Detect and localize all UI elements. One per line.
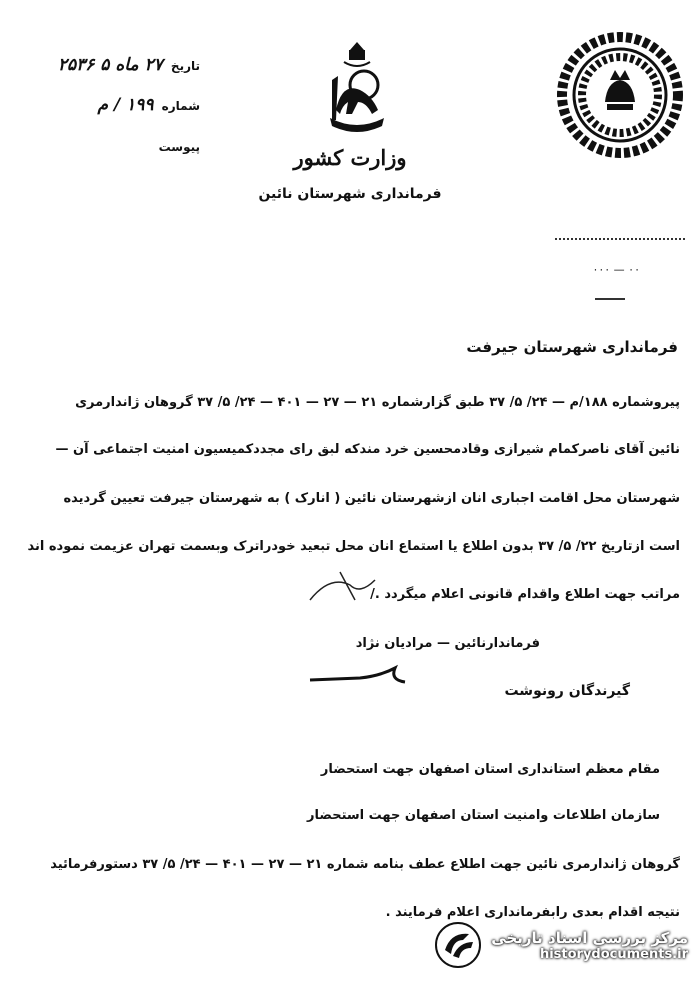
number-value: ۱۹۹ / م — [97, 95, 154, 115]
cc-line-1: مقام معظم استانداری استان اصفهان جهت استحضار — [320, 762, 660, 777]
watermark-title: مرکز بررسی اسناد تاریخی — [491, 928, 688, 947]
ministry-title: وزارت کشور — [293, 145, 407, 170]
office-title: فرمانداری شهرستان نائین — [258, 186, 442, 202]
date-label: تاریخ — [170, 59, 200, 73]
margin-scribble — [300, 570, 390, 610]
number-field — [75, 95, 200, 115]
watermark — [433, 920, 688, 970]
date-field — [40, 55, 200, 75]
cc-line-2: سازمان اطلاعات وامنیت استان اصفهان جهت استحضار — [307, 808, 660, 823]
signatory-line: فرماندارنائین — مرادیان نژاد — [355, 636, 540, 651]
body-line-3: شهرستان محل اقامت اجباری انان ازشهرستان نائین ( انارک ) به شهرستان جیرفت تعیین گردیده — [63, 491, 680, 506]
number-label: شماره — [161, 99, 200, 113]
cc-heading: گیرندگان رونوشت — [504, 683, 630, 699]
attachment-field — [140, 140, 200, 154]
watermark-url: historydocuments.ir — [539, 946, 688, 962]
subject-underline — [595, 298, 625, 300]
official-seal-icon — [555, 30, 685, 160]
lion-and-sun-emblem-icon — [322, 40, 392, 140]
watermark-logo-icon — [433, 920, 483, 970]
body-line-1: پیروشماره ۱۸۸/م — ۲۴/ ۵/ ۳۷ طبق گزارشماره ۲۱ — ۲۷ — ۴۰۱ — ۲۴/ ۵/ ۳۷ گروهان ژاندارمری — [75, 395, 680, 410]
body-line-4: است ازتاریخ ۲۲/ ۵/ ۳۷ بدون اطلاع یا استماع انان محل تبعید خودراترک وبسمت تهران عزیمت نموده اند — [27, 539, 680, 554]
cc-line-3: گروهان ژاندارمری نائین جهت اطلاع عطف بنامه شماره ۲۱ — ۲۷ — ۴۰۱ — ۲۴/ ۵/ ۳۷ دستورفرمائید — [50, 857, 680, 872]
dotted-divider — [555, 238, 685, 240]
body-line-5: مراتب جهت اطلاع واقدام قانونی اعلام میگردد ./ — [370, 587, 680, 602]
date-value: ۲۷ ماه ۵ ۲۵۳۶ — [57, 55, 163, 75]
recipient-line: فرمانداری شهرستان جیرفت — [466, 338, 678, 356]
body-line-2: نائین آقای ناصرکمام شیرازی وقادمحسین خرد مندکه لبق رای مجددکمیسیون امنیت اجتماعی آن — — [55, 442, 680, 457]
signature-mark — [300, 660, 420, 690]
cc-line-4: نتیجه اقدام بعدی رابفرمانداری اعلام فرمایند . — [385, 905, 680, 920]
subject-line: ۰۰ — ۰۰۰ — [592, 263, 640, 276]
attachment-label: پیوست — [158, 140, 200, 154]
